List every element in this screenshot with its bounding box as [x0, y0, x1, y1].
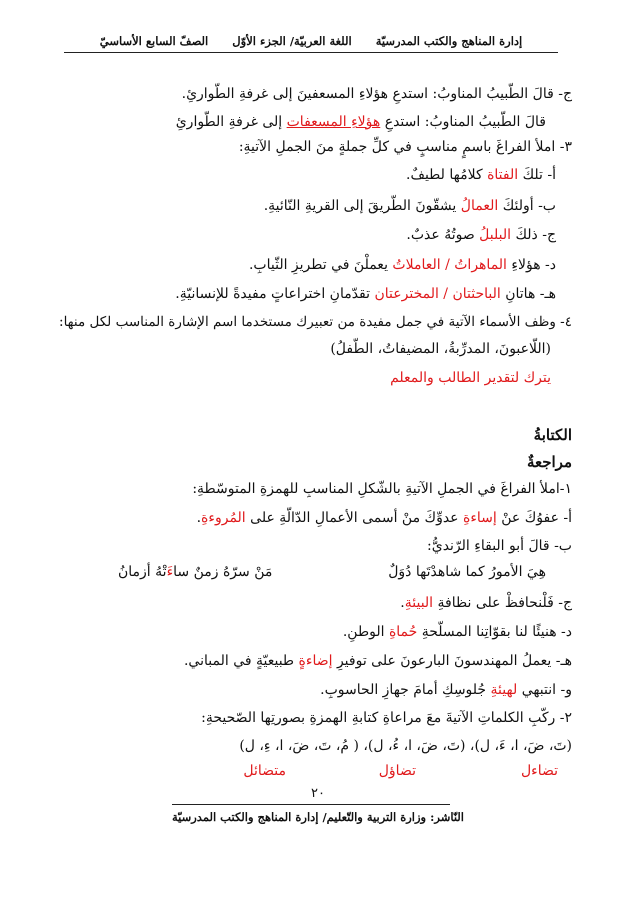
ex-c-answer — [176, 112, 546, 132]
wc-pre: ج- فَلْنحافظْ على نظافةِ — [437, 595, 572, 611]
page-footer: النّاشر: وزارة التربية والتّعليم/ إدارة المناهج والكتب المدرسيّة — [171, 810, 465, 824]
ex3-e-red: الباحثتان / المخترعتان — [374, 286, 501, 302]
verse-left-post: تْهُ أزمانُ — [118, 564, 167, 580]
ex-c-question: ج- قالَ الطّبيبُ المناوبُ: استدعِ هؤلاءِ المسعفينَ إلى غرفةِ الطّوارئِ. — [181, 86, 572, 102]
ex-c-answer-red: هؤلاءِ المسعفات — [286, 114, 381, 130]
we-red: إضاءةٍ — [298, 653, 333, 669]
header-rule — [64, 52, 558, 53]
wf-pre: و- انتبهي — [521, 682, 572, 698]
wf-red: لهيئةِ — [490, 682, 518, 698]
wf-post: جُلوسِكِ أمامَ جهازِ الحاسوبِ. — [320, 682, 487, 698]
writing-subheading: مراجعةٌ — [526, 453, 572, 471]
answer-3: متضائل — [243, 763, 286, 779]
writing-item-a — [197, 508, 572, 528]
ex4-words: (اللّاعبونَ، المدرِّبةُ، المضيفاتُ، الطّفلُ) — [330, 341, 551, 357]
ex3-c-pre: ج- ذلكَ — [515, 227, 556, 243]
we-pre: هـ- يعملُ المهندسونَ البارعونَ على توفيرِ — [336, 653, 572, 669]
wa-end: . — [196, 510, 202, 526]
verse-left-hemistich — [118, 564, 272, 580]
wa-red1: إساءةِ — [462, 510, 497, 526]
wc-end: . — [400, 595, 405, 611]
ex3-item-d — [249, 255, 556, 275]
ex3-a-post: كلامُها لطيفٌ. — [406, 167, 483, 183]
header-subject: اللغة العربيّة/ الجزء الأوّل — [232, 34, 352, 48]
wa-red2: المُروءةِ — [201, 510, 246, 526]
writing-heading: الكتابةُ — [533, 426, 572, 444]
writing-item-f — [320, 680, 572, 700]
ex3-b-red: العمالُ — [460, 198, 499, 214]
ex3-c-post: صوتُهُ عذبٌ. — [406, 227, 475, 243]
writing-item-e — [184, 651, 572, 671]
ex3-e-pre: هـ- هاتانِ — [505, 286, 556, 302]
writing-item-c — [400, 593, 572, 613]
ex3-item-b — [264, 196, 556, 216]
ex3-item-a — [406, 165, 556, 185]
wa-pre: أ- عفوُكَ عنْ — [501, 510, 572, 526]
verse-right-hemistich: هِيَ الأمورُ كما شاهدْتَها دُوَلٌ — [388, 564, 546, 580]
ex3-a-pre: أ- تلكَ — [522, 167, 556, 183]
ex3-d-red: الماهراتُ / العاملاتُ — [392, 257, 507, 273]
ex3-item-e — [175, 284, 556, 304]
verse-left-pre: مَنْ سرّهُ زمنٌ سا — [173, 564, 273, 580]
wa-mid: عدوِّكَ منْ أسمى الأعمالِ الدّالّةِ على — [250, 510, 459, 526]
we-post: طبيعيّةٍ في المباني. — [183, 653, 295, 669]
writing-q2-letters: (تَ، ضَ، ا، ءَ، ل)، (تَ، ضَ، ا، ءُ، ل)، ( مُ، تَ، ضَ، ا، ءِ، ل) — [239, 738, 572, 754]
ex3-b-post: يشقّونَ الطّريقَ إلى القريةِ النّائيةِ. — [263, 198, 457, 214]
ex3-item-c — [406, 225, 556, 245]
header-grade: الصفّ السابع الأساسيّ — [99, 34, 209, 48]
page-header — [64, 34, 558, 48]
wd-post: الوطنِ. — [342, 624, 385, 640]
verse-left-red: ءَ — [166, 564, 174, 580]
ex4-note: يترك لتقدير الطالب والمعلم — [390, 370, 551, 386]
wc-red: البيئةِ — [404, 595, 434, 611]
ex-c-answer-suffix: إلى غرفةِ الطّوارئِ — [175, 114, 283, 130]
writing-q1: ١-املأ الفراغَ في الجملِ الآتيةِ بالشّكلِ المناسبِ للهمزةِ المتوسّطةِ: — [192, 481, 572, 497]
ex3-c-red: البلبلُ — [479, 227, 512, 243]
writing-item-b: ب- قالَ أبو البقاءِ الرّنديُّ: — [427, 538, 572, 554]
ex3-e-post: تقدّمانِ اختراعاتٍ مفيدةً للإنسانيّةِ. — [175, 286, 371, 302]
ex3-d-post: يعملْنَ في تطريزِ الثّيابِ. — [248, 257, 388, 273]
ex3-title: ٣- املأ الفراغَ باسمٍ مناسبٍ في كلِّ جملةٍ منَ الجملِ الآتيةِ: — [238, 139, 572, 155]
ex-c-answer-prefix: قالَ الطّبيبُ المناوبُ: استدعِ — [384, 114, 546, 130]
writing-q2: ٢- ركّبِ الكلماتِ الآتيةَ معَ مراعاةِ كتابةِ الهمزةِ بصورتِها الصّحيحةِ: — [201, 710, 572, 726]
wd-red: حُماةِ — [388, 624, 418, 640]
wd-pre: د- هنيئًا لنا بقوّاتِنا المسلّحةِ — [421, 624, 572, 640]
ex3-b-pre: ب- أولئكَ — [502, 198, 556, 214]
page-number: ٢٠ — [311, 786, 325, 801]
header-dept: إدارة المناهج والكتب المدرسيّة — [375, 34, 523, 48]
footer-rule — [172, 804, 450, 805]
answer-1: تضاءل — [520, 763, 558, 779]
writing-item-d — [343, 622, 572, 642]
ex3-d-pre: د- هؤلاءِ — [511, 257, 556, 273]
answer-2: تضاؤل — [378, 763, 416, 779]
ex3-a-red: الفتاة — [487, 167, 519, 183]
ex4-title: ٤- وظف الأسماء الآتية في جمل مفيدة من تعبيرك مستخدما اسم الإشارة المناسب لكل منها: — [59, 314, 572, 330]
